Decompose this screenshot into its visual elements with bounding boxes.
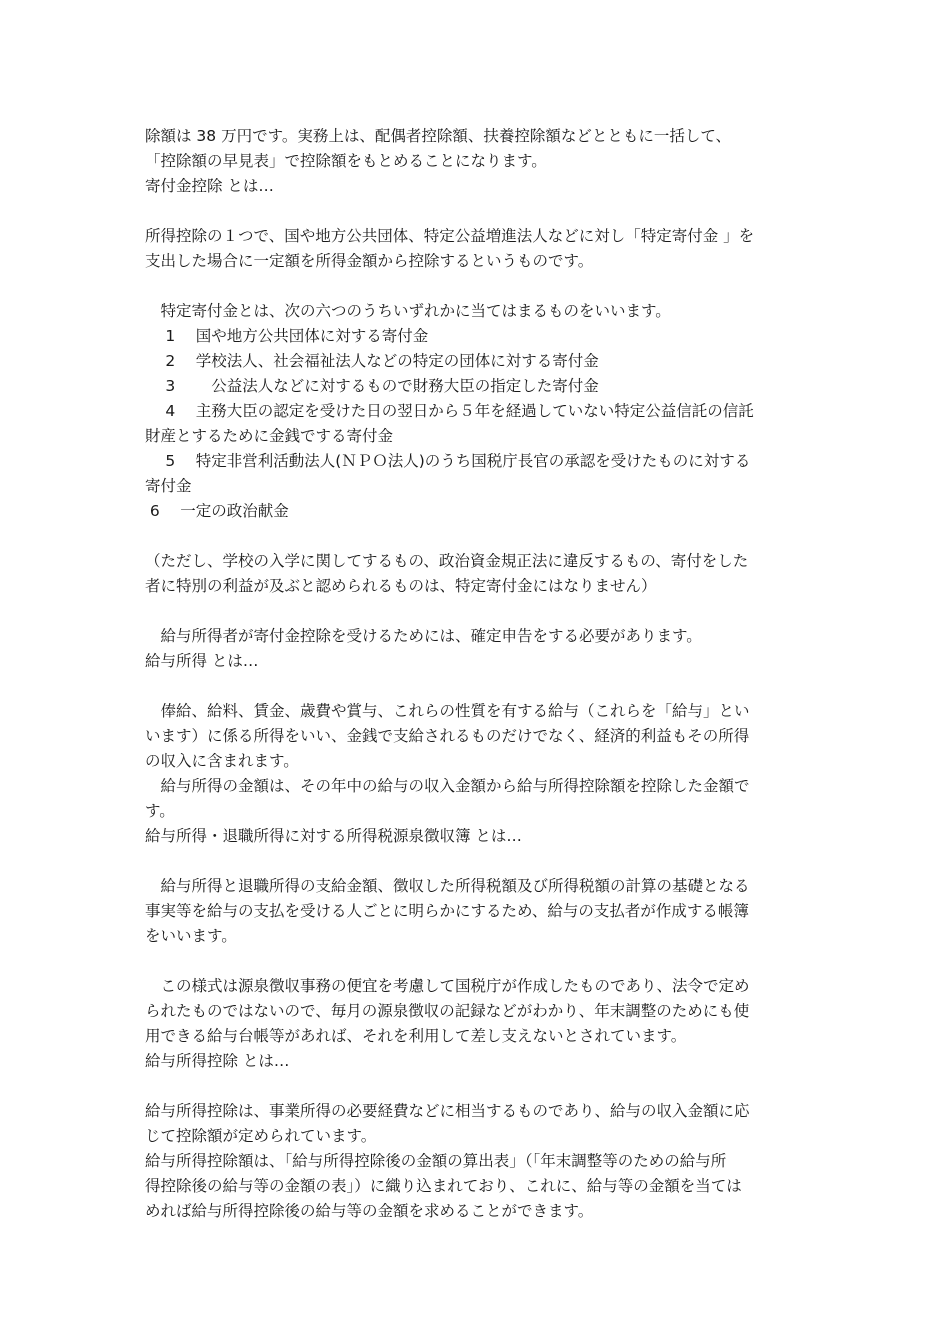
text-line: 寄付金控除 とは… — [145, 177, 274, 195]
blank-line — [145, 274, 810, 299]
text-line: じて控除額が定められています。 — [145, 1127, 377, 1145]
text-line: 給与所得控除額は、「給与所得控除後の金額の算出表」（「年末調整等のための給与所 — [145, 1152, 727, 1170]
blank-line — [145, 1074, 810, 1099]
text-line: 事実等を給与の支払を受ける人ごとに明らかにするため、給与の支払者が作成する帳簿 — [145, 902, 749, 920]
text-line: 4 主務大臣の認定を受けた日の翌日から５年を経過していない特定公益信託の信託 — [145, 402, 754, 420]
text-line: 給与所得控除 とは… — [145, 1052, 290, 1070]
text-line: 2 学校法人、社会福祉法人などの特定の団体に対する寄付金 — [145, 352, 599, 370]
text-line: この様式は源泉徴収事務の便宜を考慮して国税庁が作成したものであり、法令で定め — [145, 977, 750, 995]
text-line: 給与所得・退職所得に対する所得税源泉徴収簿 とは… — [145, 827, 522, 845]
text-line: 寄付金 — [145, 477, 192, 495]
blank-line — [145, 199, 810, 224]
text-line: 「控除額の早見表」で控除額をもとめることになります。 — [145, 152, 547, 170]
blank-line — [145, 599, 810, 624]
text-line: 給与所得の金額は、その年中の給与の収入金額から給与所得控除額を控除した金額で — [145, 777, 750, 795]
text-line: 給与所得者が寄付金控除を受けるためには、確定申告をする必要があります。 — [145, 627, 702, 645]
text-line: 1 国や地方公共団体に対する寄付金 — [145, 327, 429, 345]
text-line: （ただし、学校の入学に関してするもの、政治資金規正法に違反するもの、寄付をした — [145, 552, 749, 570]
blank-line — [145, 949, 810, 974]
text-line: 用できる給与台帳等があれば、それを利用して差し支えないとされています。 — [145, 1027, 687, 1045]
blank-line — [145, 849, 810, 874]
text-line: 支出した場合に一定額を所得金額から控除するというものです。 — [145, 252, 594, 270]
text-line: 者に特別の利益が及ぶと認められるものは、特定寄付金にはなりません） — [145, 577, 657, 595]
text-line: 所得控除の１つで、国や地方公共団体、特定公益増進法人などに対し「特定寄付金 」を — [145, 227, 755, 245]
text-line: 6 一定の政治献金 — [145, 502, 289, 520]
text-line: 俸給、給料、賃金、歳費や賞与、これらの性質を有する給与（これらを「給与」とい — [145, 702, 750, 720]
text-line: 5 特定非営利活動法人(ＮＰＯ法人)のうち国税庁長官の承認を受けたものに対する — [145, 452, 751, 470]
text-line: 給与所得 とは… — [145, 652, 259, 670]
text-line: 給与所得と退職所得の支給金額、徴収した所得税額及び所得税額の計算の基礎となる — [145, 877, 750, 895]
text-line: 財産とするために金銭でする寄付金 — [145, 427, 394, 445]
text-line: す。 — [145, 802, 175, 820]
document-body — [145, 124, 810, 1224]
text-line: います）に係る所得をいい、金銭で支給されるものだけでなく、経済的利益もその所得 — [145, 727, 750, 745]
text-line: めれば給与所得控除後の給与等の金額を求めることができます。 — [145, 1202, 594, 1220]
text-line: をいいます。 — [145, 927, 237, 945]
blank-line — [145, 674, 810, 699]
text-line: 得控除後の給与等の金額の表」）に織り込まれており、これに、給与等の金額を当ては — [145, 1177, 742, 1195]
blank-line — [145, 524, 810, 549]
text-line: られたものではないので、毎月の源泉徴収の記録などがわかり、年末調整のためにも使 — [145, 1002, 750, 1020]
text-line: 3 公益法人などに対するもので財務大臣の指定した寄付金 — [145, 377, 599, 395]
text-line: 特定寄付金とは、次の六つのうちいずれかに当てはまるものをいいます。 — [145, 302, 671, 320]
text-line: 除額は 38 万円です。実務上は、配偶者控除額、扶養控除額などとともに一括して、 — [145, 127, 732, 145]
text-line: 給与所得控除は、事業所得の必要経費などに相当するものであり、給与の収入金額に応 — [145, 1102, 750, 1120]
text-line: の収入に含まれます。 — [145, 752, 299, 770]
